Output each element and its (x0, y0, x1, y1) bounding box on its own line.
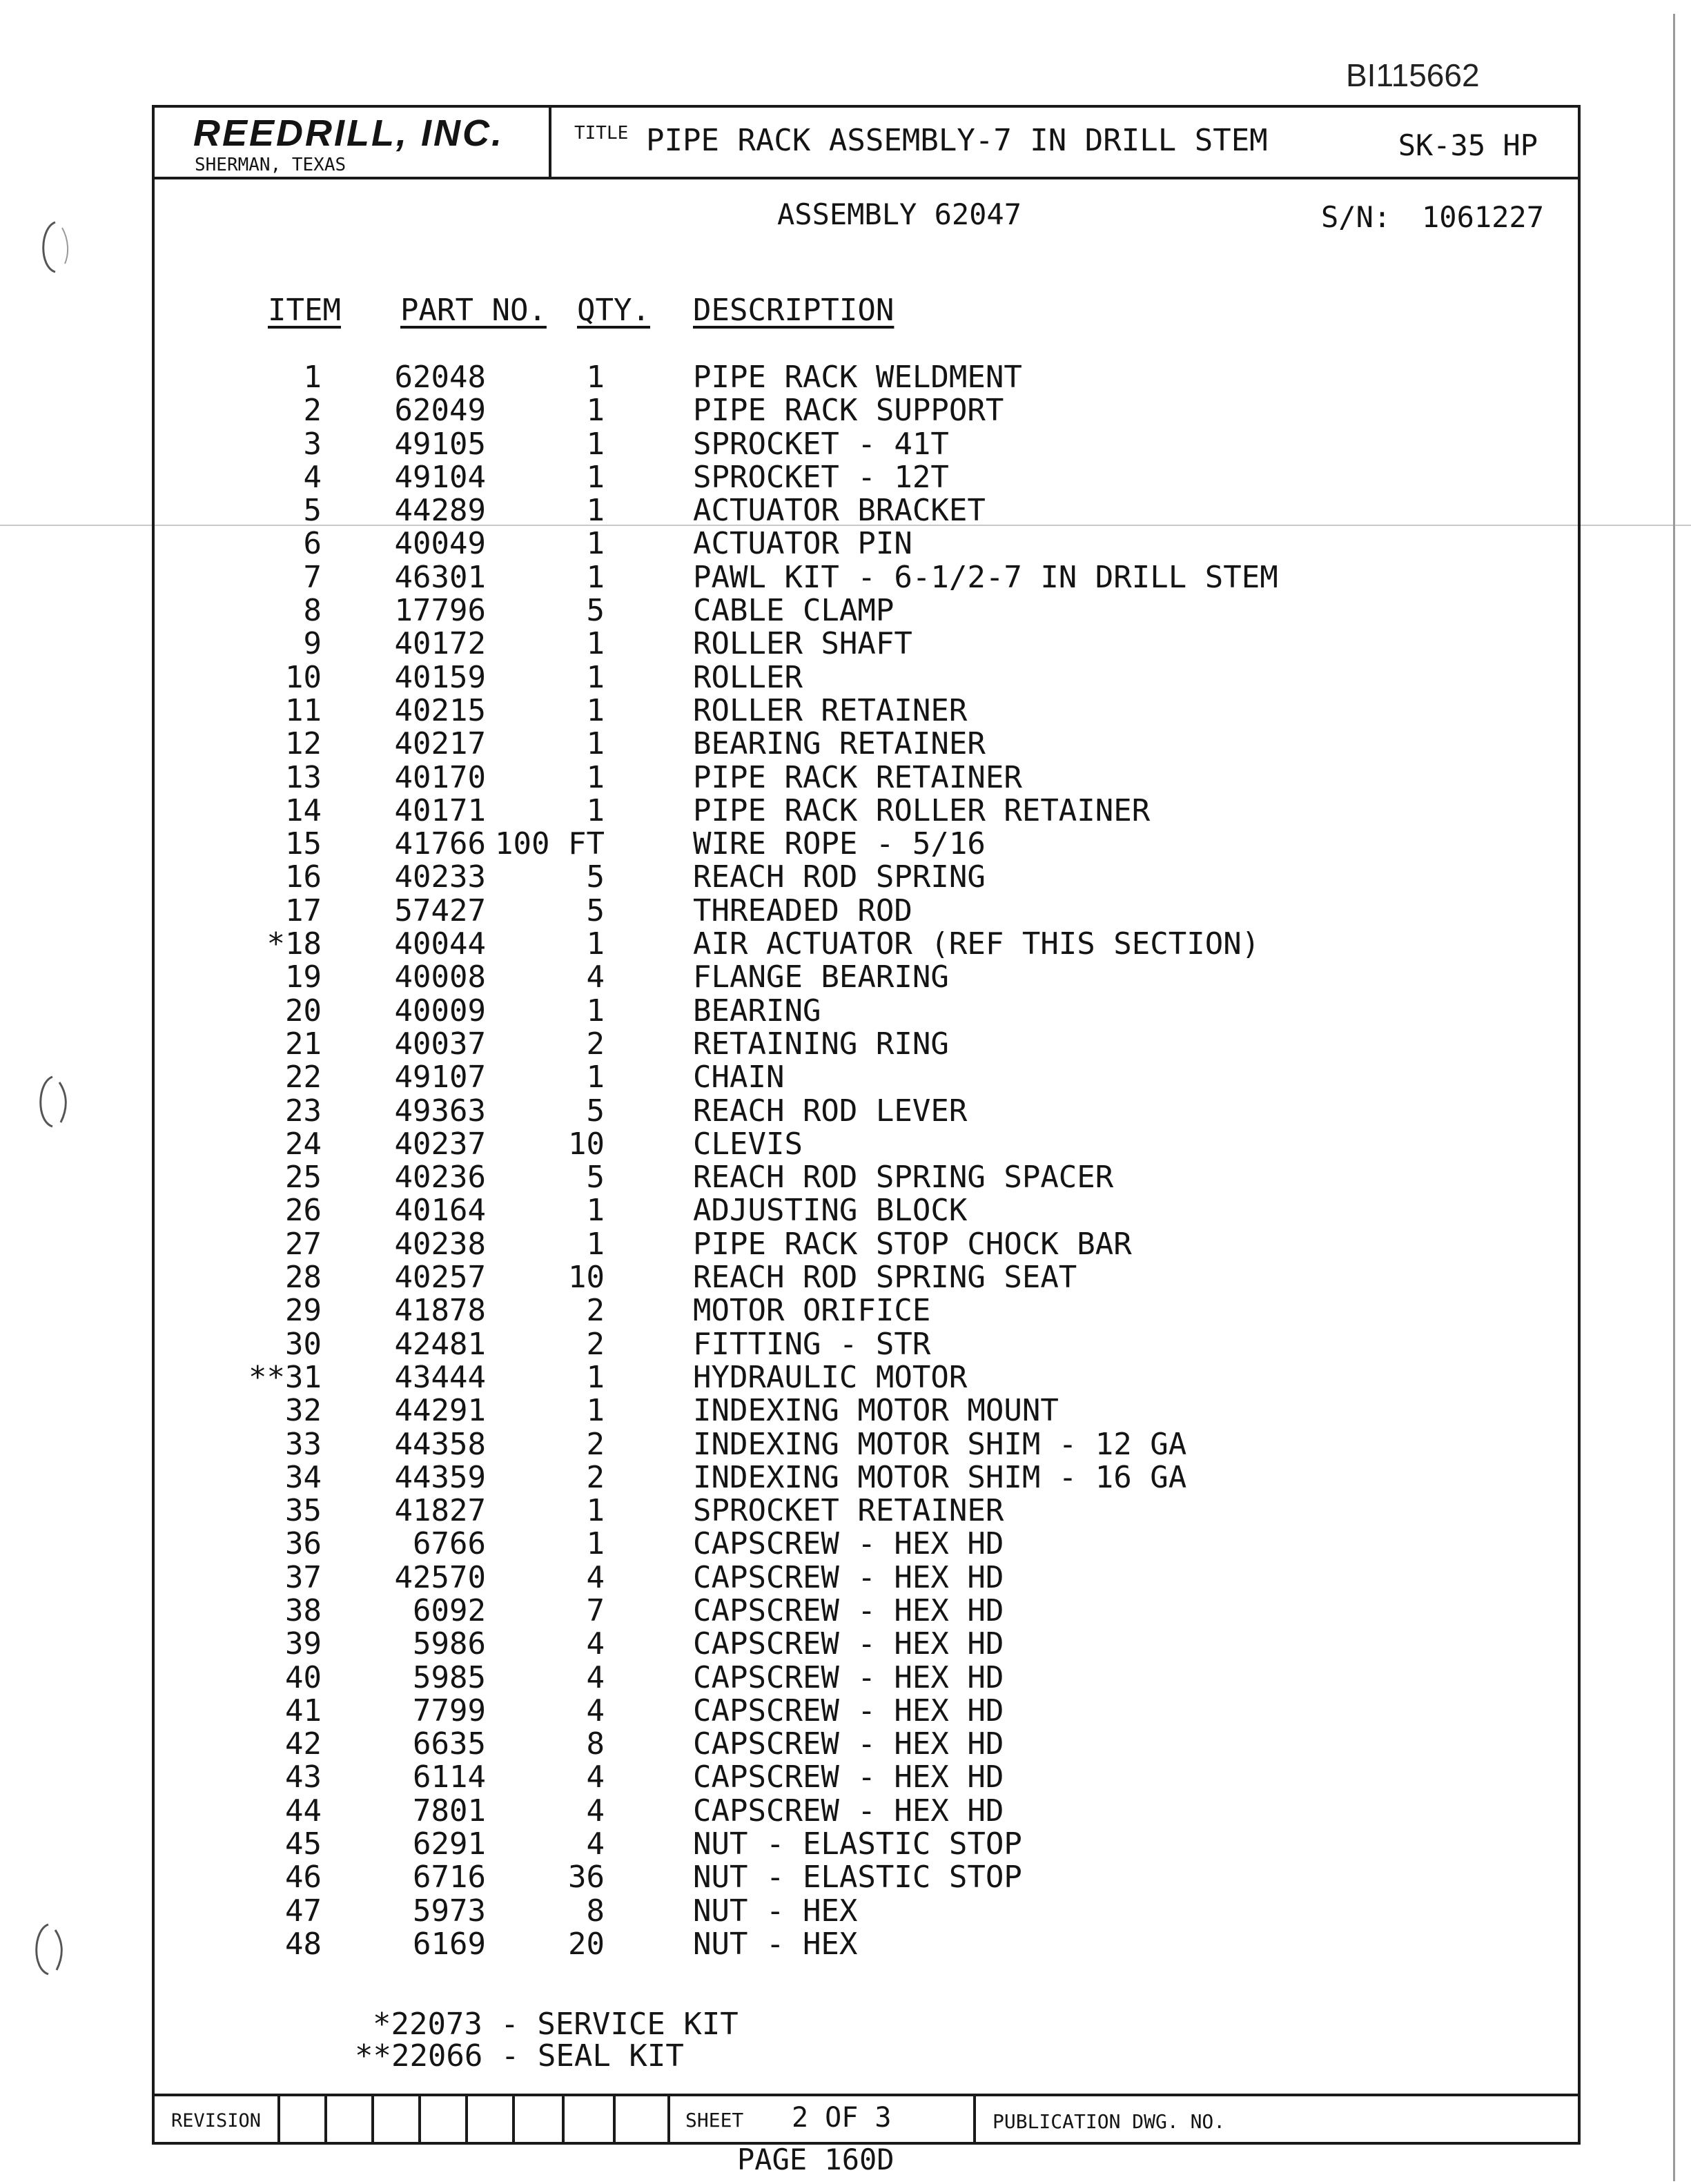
quantity: 1 (586, 1193, 605, 1229)
part-number: 40172 (394, 626, 486, 662)
part-number: 46301 (394, 559, 486, 595)
company-cell (155, 108, 551, 177)
part-number: 49105 (394, 426, 486, 462)
table-row (155, 693, 1578, 726)
description: ACTUATOR PIN (693, 526, 912, 562)
table-row (155, 660, 1578, 693)
revision-box (324, 2096, 373, 2142)
part-number: 49107 (394, 1060, 486, 1095)
publication-label: PUBLICATION DWG. NO. (993, 2110, 1226, 2133)
table-row (155, 859, 1578, 893)
table-row (155, 1293, 1578, 1329)
quantity: 1 (586, 759, 605, 795)
item-number: 19 (285, 959, 322, 995)
description: PIPE RACK RETAINER (693, 759, 1022, 795)
table-row (155, 926, 1578, 962)
kit-marker: *22073 (372, 2007, 482, 2042)
part-number: 40233 (394, 859, 486, 895)
table-row (155, 1759, 1578, 1793)
table-row (155, 1793, 1578, 1829)
part-number: 40049 (394, 526, 486, 562)
revision-box (418, 2096, 467, 2142)
document-id: BI115662 (1346, 57, 1480, 93)
table-row (155, 1093, 1578, 1127)
quantity: 2 (586, 1459, 605, 1495)
item-number: **31 (248, 1359, 322, 1395)
item-number: 34 (285, 1459, 322, 1495)
table-row (155, 1893, 1578, 1927)
description: INDEXING MOTOR SHIM - 12 GA (693, 1426, 1187, 1462)
part-number: 49363 (394, 1093, 486, 1129)
item-number: 33 (285, 1426, 322, 1462)
scan-artifact-line (1673, 14, 1675, 2181)
item-number: 21 (285, 1026, 322, 1062)
assembly-number: ASSEMBLY 62047 (777, 197, 1022, 231)
table-row (155, 893, 1578, 926)
part-number: 7799 (413, 1693, 486, 1728)
part-number: 40009 (394, 993, 486, 1028)
item-number: 46 (285, 1860, 322, 1895)
item-number: 15 (285, 826, 322, 862)
table-row (155, 1460, 1578, 1493)
table-row (155, 393, 1578, 429)
item-number: 45 (285, 1826, 322, 1862)
item-number: 4 (303, 459, 322, 495)
quantity: 1 (586, 659, 605, 695)
punch-hole (28, 1922, 65, 1977)
quantity: 100 FT (495, 826, 605, 862)
description: REACH ROD LEVER (693, 1093, 968, 1129)
description: NUT - HEX (693, 1893, 858, 1929)
part-number: 5986 (413, 1626, 486, 1662)
company-name: REEDRILL, INC. (193, 113, 505, 154)
part-number: 40037 (394, 1026, 486, 1062)
table-row (155, 793, 1578, 826)
table-row (155, 1227, 1578, 1260)
quantity: 1 (586, 493, 605, 529)
item-number: 7 (303, 559, 322, 595)
description: NUT - ELASTIC STOP (693, 1860, 1022, 1895)
table-row (155, 1526, 1578, 1562)
item-number: 17 (285, 893, 322, 928)
table-row (155, 1260, 1578, 1296)
table-row (155, 959, 1578, 993)
table-row (155, 1693, 1578, 1726)
item-number: 41 (285, 1693, 322, 1728)
part-number: 57427 (394, 893, 486, 928)
item-number: 27 (285, 1226, 322, 1262)
drawing-frame (152, 105, 1581, 2145)
item-number: 42 (285, 1726, 322, 1762)
table-row (155, 1026, 1578, 1060)
table-row (155, 1060, 1578, 1093)
column-header-part-no: PART NO. (400, 293, 547, 328)
quantity: 4 (586, 1826, 605, 1862)
quantity: 10 (568, 1260, 605, 1296)
description: REACH ROD SPRING SPACER (693, 1160, 1114, 1196)
table-row (155, 1493, 1578, 1529)
description: CAPSCREW - HEX HD (693, 1659, 1004, 1695)
description: ACTUATOR BRACKET (693, 493, 986, 529)
table-row (155, 427, 1578, 460)
sheet-cell (667, 2096, 976, 2142)
kit-description: SERVICE KIT (537, 2007, 739, 2042)
quantity: 2 (586, 1326, 605, 1362)
item-number: 48 (285, 1926, 322, 1962)
description: RETAINING RING (693, 1026, 949, 1062)
quantity: 1 (586, 1359, 605, 1395)
quantity: 1 (586, 1526, 605, 1562)
item-number: 44 (285, 1793, 322, 1829)
part-number: 40238 (394, 1226, 486, 1262)
description: SPROCKET - 41T (693, 426, 949, 462)
table-row (155, 760, 1578, 793)
table-row (155, 826, 1578, 862)
quantity: 1 (586, 792, 605, 828)
quantity: 1 (586, 1226, 605, 1262)
part-number: 41766 (394, 826, 486, 862)
description: REACH ROD SPRING SEAT (693, 1260, 1077, 1296)
kit-marker: **22066 (354, 2038, 483, 2074)
table-row (155, 1327, 1578, 1360)
description: NUT - ELASTIC STOP (693, 1826, 1022, 1862)
table-row (155, 993, 1578, 1026)
description: ROLLER (693, 659, 803, 695)
kit-note: *22073 - SERVICE KIT (372, 2007, 739, 2042)
item-number: 16 (285, 859, 322, 895)
serial-number: 1061227 (1422, 200, 1545, 234)
item-number: 29 (285, 1293, 322, 1329)
description: NUT - HEX (693, 1926, 858, 1962)
item-number: 3 (303, 426, 322, 462)
title-label: TITLE (574, 123, 629, 144)
quantity: 2 (586, 1026, 605, 1062)
part-number: 40217 (394, 726, 486, 762)
revision-box (277, 2096, 326, 2142)
sheet-number: 2 OF 3 (792, 2102, 892, 2134)
description: PIPE RACK SUPPORT (693, 393, 1004, 429)
part-number: 40159 (394, 659, 486, 695)
description: PIPE RACK WELDMENT (693, 360, 1022, 395)
table-row (155, 1626, 1578, 1662)
part-number: 40237 (394, 1126, 486, 1162)
item-number: 1 (303, 360, 322, 395)
quantity: 1 (586, 360, 605, 395)
quantity: 4 (586, 1793, 605, 1829)
description: CAPSCREW - HEX HD (693, 1759, 1004, 1795)
quantity: 5 (586, 893, 605, 928)
page-number: PAGE 160D (737, 2143, 895, 2176)
part-number: 44359 (394, 1459, 486, 1495)
part-number: 40171 (394, 792, 486, 828)
part-number: 5985 (413, 1659, 486, 1695)
part-number: 6635 (413, 1726, 486, 1762)
quantity: 1 (586, 692, 605, 728)
description: CABLE CLAMP (693, 593, 895, 629)
quantity: 1 (586, 1060, 605, 1095)
part-number: 40044 (394, 926, 486, 962)
description: CAPSCREW - HEX HD (693, 1592, 1004, 1628)
quantity: 1 (586, 426, 605, 462)
part-number: 6291 (413, 1826, 486, 1862)
table-row (155, 1726, 1578, 1762)
quantity: 4 (586, 959, 605, 995)
item-number: 10 (285, 659, 322, 695)
description: PAWL KIT - 6-1/2-7 IN DRILL STEM (693, 559, 1278, 595)
quantity: 4 (586, 1559, 605, 1595)
table-row (155, 1360, 1578, 1393)
table-row (155, 1826, 1578, 1860)
quantity: 4 (586, 1626, 605, 1662)
part-number: 41827 (394, 1493, 486, 1529)
quantity: 1 (586, 993, 605, 1028)
description: WIRE ROPE - 5/16 (693, 826, 986, 862)
item-number: 8 (303, 593, 322, 629)
title-block (155, 108, 1578, 179)
description: REACH ROD SPRING (693, 859, 986, 895)
model-number: SK-35 HP (1398, 128, 1538, 162)
part-number: 6716 (413, 1860, 486, 1895)
drawing-title: PIPE RACK ASSEMBLY-7 IN DRILL STEM (646, 123, 1268, 158)
description: ADJUSTING BLOCK (693, 1193, 968, 1229)
item-number: 9 (303, 626, 322, 662)
description: CAPSCREW - HEX HD (693, 1726, 1004, 1762)
part-number: 62049 (394, 393, 486, 429)
part-number: 40215 (394, 692, 486, 728)
description: PIPE RACK ROLLER RETAINER (693, 792, 1151, 828)
description: CAPSCREW - HEX HD (693, 1559, 1004, 1595)
table-row (155, 726, 1578, 762)
item-number: 38 (285, 1592, 322, 1628)
description: INDEXING MOTOR MOUNT (693, 1393, 1059, 1429)
quantity: 1 (586, 1393, 605, 1429)
description: CAPSCREW - HEX HD (693, 1526, 1004, 1562)
revision-box (562, 2096, 616, 2142)
table-row (155, 1560, 1578, 1593)
description: SPROCKET RETAINER (693, 1493, 1004, 1529)
item-number: 30 (285, 1326, 322, 1362)
quantity: 8 (586, 1726, 605, 1762)
serial-label: S/N: (1321, 200, 1391, 234)
description: CHAIN (693, 1060, 785, 1095)
item-number: 14 (285, 792, 322, 828)
quantity: 1 (586, 626, 605, 662)
quantity: 8 (586, 1893, 605, 1929)
item-number: 11 (285, 692, 322, 728)
part-number: 49104 (394, 459, 486, 495)
table-row (155, 1593, 1578, 1626)
column-header-item: ITEM (268, 293, 341, 328)
parts-list (155, 360, 1578, 1960)
table-row (155, 626, 1578, 662)
quantity: 5 (586, 593, 605, 629)
part-number: 7801 (413, 1793, 486, 1829)
part-number: 44291 (394, 1393, 486, 1429)
table-row (155, 1160, 1578, 1196)
table-row (155, 1127, 1578, 1160)
item-number: 5 (303, 493, 322, 529)
description: AIR ACTUATOR (REF THIS SECTION) (693, 926, 1260, 962)
description: HYDRAULIC MOTOR (693, 1359, 968, 1395)
quantity: 5 (586, 1093, 605, 1129)
table-row (155, 1927, 1578, 1960)
revision-label: REVISION (171, 2110, 262, 2132)
quantity: 7 (586, 1592, 605, 1628)
quantity: 5 (586, 859, 605, 895)
revision-box (465, 2096, 514, 2142)
description: FLANGE BEARING (693, 959, 949, 995)
description: MOTOR ORIFICE (693, 1293, 931, 1329)
description: ROLLER RETAINER (693, 692, 968, 728)
part-number: 44358 (394, 1426, 486, 1462)
table-row (155, 593, 1578, 629)
part-number: 42481 (394, 1326, 486, 1362)
quantity: 1 (586, 726, 605, 762)
item-number: 25 (285, 1160, 322, 1196)
item-number: 6 (303, 526, 322, 562)
part-number: 40257 (394, 1260, 486, 1296)
item-number: 2 (303, 393, 322, 429)
revision-block (155, 2094, 1578, 2142)
description: PIPE RACK STOP CHOCK BAR (693, 1226, 1132, 1262)
quantity: 10 (568, 1126, 605, 1162)
quantity: 1 (586, 459, 605, 495)
description: CAPSCREW - HEX HD (693, 1626, 1004, 1662)
quantity: 1 (586, 559, 605, 595)
part-number: 42570 (394, 1559, 486, 1595)
description: CAPSCREW - HEX HD (693, 1793, 1004, 1829)
item-number: 35 (285, 1493, 322, 1529)
quantity: 4 (586, 1759, 605, 1795)
quantity: 20 (568, 1926, 605, 1962)
table-row (155, 1660, 1578, 1693)
part-number: 6169 (413, 1926, 486, 1962)
revision-box (371, 2096, 420, 2142)
part-number: 41878 (394, 1293, 486, 1329)
part-number: 40008 (394, 959, 486, 995)
item-number: 43 (285, 1759, 322, 1795)
table-row (155, 360, 1578, 393)
quantity: 1 (586, 526, 605, 562)
punch-hole (32, 1074, 69, 1129)
punch-hole (35, 220, 72, 275)
table-row (155, 493, 1578, 529)
kit-note: **22066 - SEAL KIT (354, 2038, 684, 2074)
table-row (155, 1427, 1578, 1460)
item-number: 20 (285, 993, 322, 1028)
item-number: 36 (285, 1526, 322, 1562)
table-row (155, 1393, 1578, 1429)
table-row (155, 560, 1578, 593)
kit-description: SEAL KIT (537, 2038, 684, 2074)
table-row (155, 460, 1578, 493)
quantity: 36 (568, 1860, 605, 1895)
quantity: 1 (586, 1493, 605, 1529)
item-number: 22 (285, 1060, 322, 1095)
sheet-label: SHEET (685, 2109, 744, 2132)
part-number: 62048 (394, 360, 486, 395)
description: ROLLER SHAFT (693, 626, 912, 662)
table-row (155, 526, 1578, 562)
part-number: 6114 (413, 1759, 486, 1795)
description: THREADED ROD (693, 893, 912, 928)
revision-box (512, 2096, 564, 2142)
revision-box (613, 2096, 668, 2142)
item-number: 12 (285, 726, 322, 762)
description: SPROCKET - 12T (693, 459, 949, 495)
quantity: 4 (586, 1693, 605, 1728)
description: CLEVIS (693, 1126, 803, 1162)
item-number: 28 (285, 1260, 322, 1296)
quantity: 1 (586, 393, 605, 429)
column-header-qty: QTY. (577, 293, 650, 328)
part-number: 44289 (394, 493, 486, 529)
part-number: 5973 (413, 1893, 486, 1929)
item-number: 32 (285, 1393, 322, 1429)
quantity: 5 (586, 1160, 605, 1196)
part-number: 17796 (394, 593, 486, 629)
part-number: 40164 (394, 1193, 486, 1229)
description: BEARING (693, 993, 821, 1028)
quantity: 1 (586, 926, 605, 962)
item-number: 23 (285, 1093, 322, 1129)
part-number: 40170 (394, 759, 486, 795)
column-header-description: DESCRIPTION (693, 293, 895, 328)
item-number: 40 (285, 1659, 322, 1695)
part-number: 6766 (413, 1526, 486, 1562)
item-number: 24 (285, 1126, 322, 1162)
item-number: 13 (285, 759, 322, 795)
description: FITTING - STR (693, 1326, 931, 1362)
description: CAPSCREW - HEX HD (693, 1693, 1004, 1728)
part-number: 40236 (394, 1160, 486, 1196)
quantity: 2 (586, 1426, 605, 1462)
item-number: 26 (285, 1193, 322, 1229)
item-number: 47 (285, 1893, 322, 1929)
item-number: *18 (266, 926, 322, 962)
item-number: 37 (285, 1559, 322, 1595)
quantity: 4 (586, 1659, 605, 1695)
table-row (155, 1860, 1578, 1893)
item-number: 39 (285, 1626, 322, 1662)
company-location: SHERMAN, TEXAS (195, 155, 346, 175)
part-number: 43444 (394, 1359, 486, 1395)
description: INDEXING MOTOR SHIM - 16 GA (693, 1459, 1187, 1495)
part-number: 6092 (413, 1592, 486, 1628)
table-row (155, 1193, 1578, 1229)
description: BEARING RETAINER (693, 726, 986, 762)
quantity: 2 (586, 1293, 605, 1329)
